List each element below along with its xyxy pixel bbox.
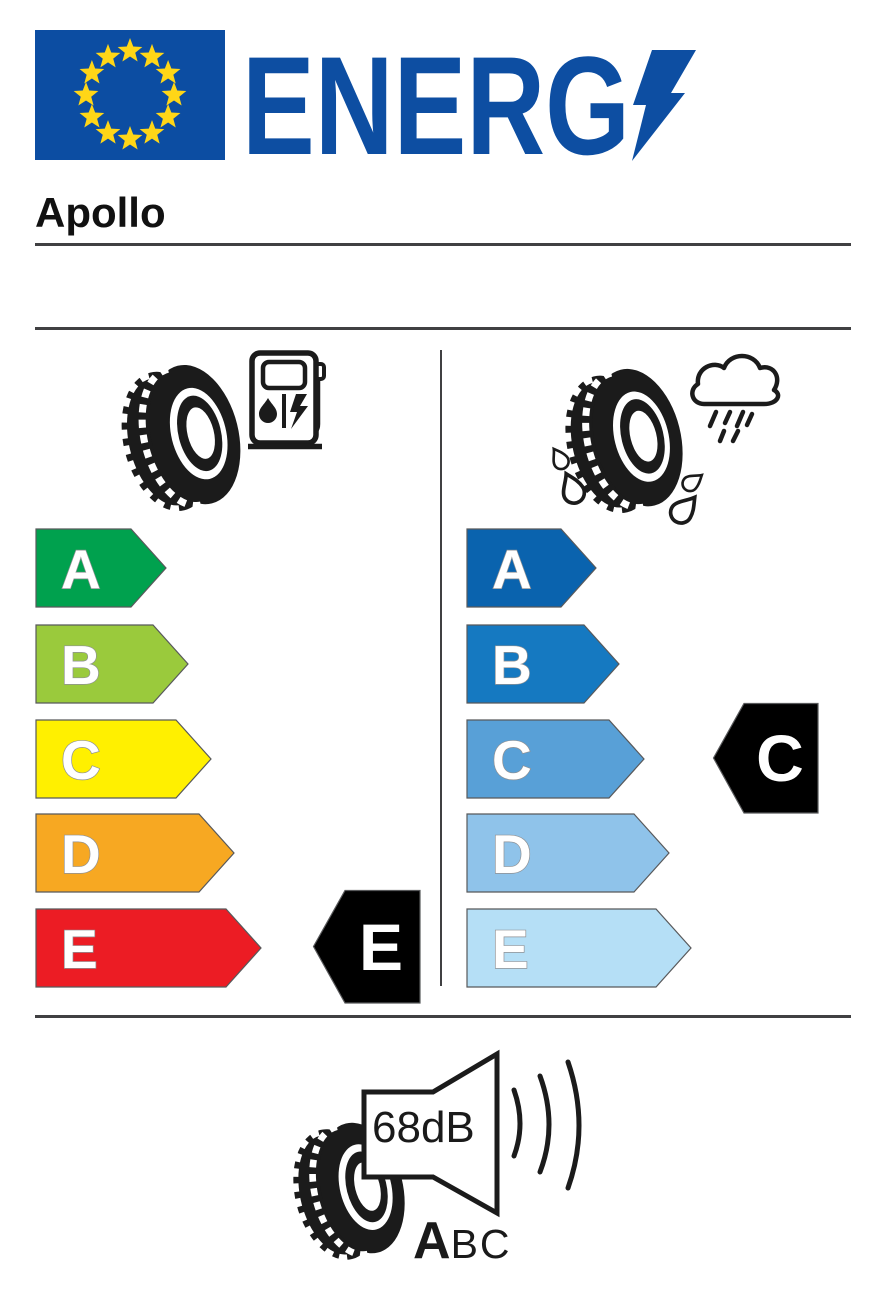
fuel-class-a-label: A bbox=[61, 538, 101, 600]
divider-line-bottom bbox=[35, 1015, 851, 1018]
fuel-class-a-arrow bbox=[36, 529, 166, 607]
wet-class-e-label: E bbox=[492, 918, 529, 980]
fuel-efficiency-tire-icon bbox=[120, 362, 242, 514]
sound-waves-icon bbox=[506, 1056, 594, 1196]
wet-class-d-label: D bbox=[492, 823, 532, 885]
wet-class-row-a bbox=[466, 528, 598, 608]
divider-line-top bbox=[35, 243, 851, 246]
wet-rating-letter: C bbox=[756, 721, 804, 795]
fuel-class-row-a bbox=[35, 528, 168, 608]
fuel-class-row-b bbox=[35, 624, 190, 704]
fuel-class-row-e bbox=[35, 908, 263, 988]
lightning-bolt-icon bbox=[632, 50, 696, 161]
fuel-class-d-label: D bbox=[61, 823, 101, 885]
noise-rating bbox=[413, 1212, 512, 1270]
fuel-class-b-label: B bbox=[61, 634, 101, 696]
energy-logo-text: ENERG bbox=[242, 27, 630, 184]
wet-class-b-arrow bbox=[467, 625, 619, 703]
wet-class-a-label: A bbox=[492, 538, 532, 600]
noise-decibel-value: 68dB bbox=[372, 1103, 475, 1152]
energy-logo bbox=[238, 27, 708, 184]
noise-other-classes: BC bbox=[450, 1221, 512, 1267]
wet-rating-indicator bbox=[712, 702, 820, 815]
fuel-class-row-d bbox=[35, 813, 236, 893]
fuel-rating-indicator bbox=[312, 889, 422, 1005]
fuel-rating-letter: E bbox=[358, 910, 404, 984]
fuel-class-e-label: E bbox=[61, 918, 98, 980]
brand-name: Apollo bbox=[35, 189, 166, 236]
wet-class-c-label: C bbox=[492, 729, 532, 791]
fuel-class-row-c bbox=[35, 719, 213, 799]
eu-flag bbox=[35, 30, 225, 160]
wet-class-row-d bbox=[466, 813, 671, 893]
rain-cloud-icon bbox=[680, 344, 782, 444]
wet-class-row-e bbox=[466, 908, 693, 988]
wet-class-row-c bbox=[466, 719, 646, 799]
divider-line-middle bbox=[35, 327, 851, 330]
column-divider-line bbox=[440, 350, 442, 986]
noise-rating-letter: A bbox=[413, 1212, 451, 1270]
fuel-pump-icon bbox=[246, 348, 330, 452]
fuel-class-b-arrow bbox=[36, 625, 188, 703]
wet-class-row-b bbox=[466, 624, 621, 704]
wet-class-b-label: B bbox=[492, 634, 532, 696]
fuel-class-c-label: C bbox=[61, 729, 101, 791]
